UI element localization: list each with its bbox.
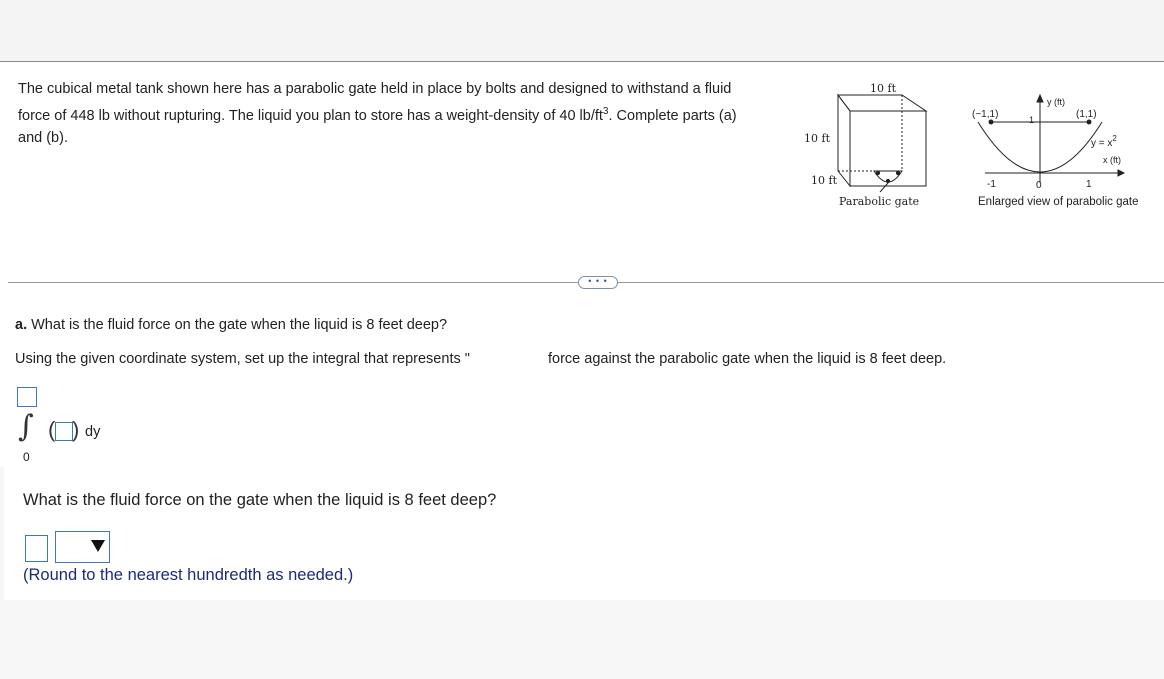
problem-line-2-a: force of 448 lb without rupturing. The liquid you plan to store has a weight-density of 40 lb/ft: [18, 107, 603, 124]
integral-sign: ∫: [18, 409, 34, 444]
tick-zero-label: 0: [1036, 180, 1042, 191]
rounding-note: (Round to the nearest hundredth as needed.): [23, 566, 354, 584]
tick-neg-label: -1: [987, 179, 996, 190]
x-axis-arrow-icon: [1118, 170, 1124, 176]
part-a-label: a.: [15, 317, 28, 333]
tank-figure: [804, 82, 926, 208]
tick-pos-label: 1: [1086, 179, 1092, 190]
point-right: [1087, 120, 1091, 124]
differential-label: dy: [85, 424, 101, 440]
integral-instruction-b: force against the parabolic gate when the liquid is 8 feet deep.: [548, 351, 947, 367]
problem-figures: [800, 75, 1164, 215]
problem-line-2-b: . Complete parts (a): [608, 107, 737, 124]
part-a-question-text: What is the fluid force on the gate when the liquid is 8 feet deep?: [31, 317, 448, 333]
problem-line-1: The cubical metal tank shown here has a parabolic gate held in place by bolts and designed to withstand a fluid: [18, 81, 732, 97]
right-point-label: (1,1): [1076, 109, 1097, 120]
integral-instruction-a: Using the given coordinate system, set up the integral that represents ": [15, 351, 470, 367]
answer-question: What is the fluid force on the gate when the liquid is 8 feet deep?: [23, 491, 497, 509]
left-point-label: (−1,1): [972, 109, 999, 120]
unit-dropdown[interactable]: [55, 531, 110, 563]
problem-statement: [18, 78, 808, 149]
problem-line-2-exp: 3: [602, 105, 609, 117]
fluid-force-input[interactable]: [25, 535, 48, 562]
parabola-caption: Enlarged view of parabolic gate: [978, 196, 1139, 208]
y-axis-label: y (ft): [1047, 97, 1065, 107]
expand-more-button[interactable]: • • •: [578, 276, 618, 289]
problem-line-2: [18, 101, 808, 127]
close-paren: ): [72, 417, 80, 442]
dropdown-arrow-icon: [91, 540, 105, 552]
gate-bolt-icon: [896, 171, 899, 174]
upper-limit-input[interactable]: [17, 387, 37, 407]
integrand-input[interactable]: [55, 422, 73, 441]
parabola-figure: [972, 95, 1138, 208]
tank-side-label: 10 ft: [804, 132, 830, 145]
open-paren: (: [48, 417, 56, 442]
lower-limit: 0: [23, 450, 30, 464]
tank-top-face: [838, 95, 926, 111]
tick-y-label: 1: [1029, 115, 1035, 125]
gate-bolt-icon: [886, 179, 889, 182]
top-toolbar-area: [0, 0, 1164, 62]
y-axis-arrow-icon: [1037, 95, 1043, 102]
equation-exp: 2: [1112, 134, 1117, 143]
point-left: [989, 120, 993, 124]
tank-top-label: 10 ft: [870, 82, 896, 95]
tank-side-face: [838, 95, 850, 186]
gate-bolt-icon: [876, 171, 879, 174]
equation-base: y = x: [1091, 138, 1113, 149]
part-a-question: [15, 317, 447, 333]
tank-caption: Parabolic gate: [839, 195, 920, 208]
gate-leader-line: [880, 183, 888, 192]
equation-label: [1091, 134, 1117, 149]
x-axis-label: x (ft): [1103, 155, 1121, 165]
tank-depth-label: 10 ft: [811, 174, 837, 187]
problem-line-3: and (b).: [18, 129, 68, 146]
